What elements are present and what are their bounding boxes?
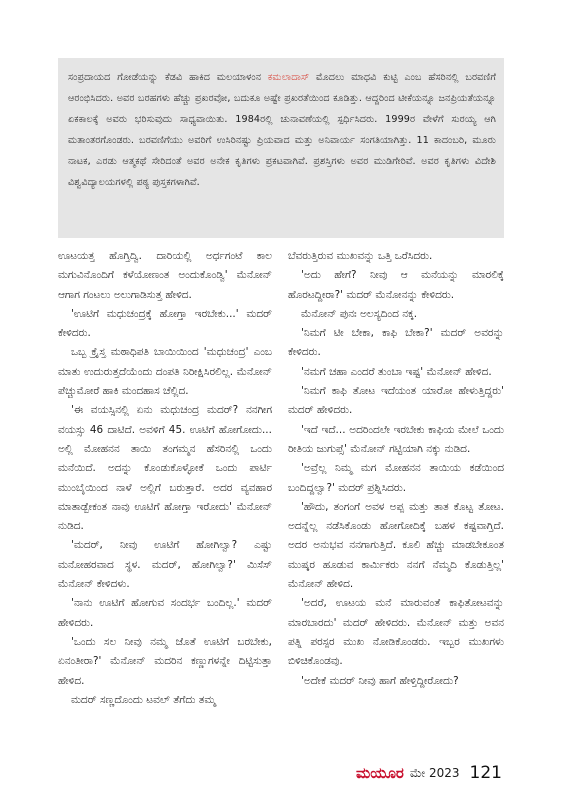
paragraph: 'ಹೌದು, ತಂಗಂಗೆ ಅವಳ ಅಪ್ಪ ಮತ್ತು ತಾತ ಕೊಟ್ಟ ತೋಟ. ಅದನ್ನೆಲ್ಲ ನಡೆಸಿಕೊಂಡು ಹೋಗೋದಿಕ್ಕೆ ಬಹಳ ಕಷ್ಟವಾಗ್ತಿದೆ. ಅದರ ಅನುಭವ ನನಗಾಗುತ್ತಿದೆ. ಕೂಲಿ ಹೆಚ್ಚು ಮಾಡಬೇಕೂಂತ ಮುಷ್ಕರ ಹೂಡುವ ಕಾರ್ಮಿಕರು ನನಗೆ ನೆಮ್ಮದಿ ಕೊಡುತ್ತಿಲ್ಲ' ಮೆನೋನ್ ಹೇಳಿದ. bbox=[288, 500, 504, 591]
paragraph: 'ಅದರೆ, ಊಟಯ ಮನೆ ಮಾರುವಂತೆ ಕಾಫಿತೋಟವನ್ನು ಮಾರಬಾರದು' ಮದರ್ ಹೇಳಿದರು. ಮೆನೋನ್ ಮತ್ತು ಅವನ ಪತ್ನಿ ಪರಸ್ಪರ ಮುಖ ನೋಡಿಕೊಂಡರು. ಇಬ್ಬರ ಮುಖಗಳು ಬಿಳಿಚಿಕೊಂಡವು. bbox=[288, 597, 504, 668]
paragraph: 'ಊಟಿಗೆ ಮಧುಚಂದ್ರಕ್ಕೆ ಹೋಗ್ತಾ ಇರಬೇಕು...' ಮದರ್ ಕೇಳಿದರು. bbox=[58, 307, 272, 340]
author-bio bbox=[68, 67, 496, 193]
paragraph: 'ನಾನು ಊಟಿಗೆ ಹೋಗುವ ಸಂದರ್ಭ ಬಂದಿಲ್ಲ.' ಮದರ್ ಹೇಳಿದರು. bbox=[58, 597, 272, 629]
paragraph: 'ನಿಮಗೆ ಟೀ ಬೇಕಾ, ಕಾಫಿ ಬೇಕಾ?' ಮದರ್ ಅವರನ್ನು ಕೇಳಿದರು. bbox=[288, 327, 504, 359]
paragraph: 'ನಮಗೆ ಚಹಾ ಎಂದರೆ ತುಂಬಾ ಇಷ್ಟ' ಮೆನೋನ್ ಹೇಳಿದ. bbox=[301, 365, 492, 378]
bio-text-start: ಸಂಪ್ರದಾಯದ ಗೋಡೆಯನ್ನು ಕೆಡವಿ ಹಾಕಿದ ಮಲಯಾಳಂನ bbox=[68, 72, 268, 83]
paragraph: 'ಅದು ಹೇಗೆ? ನೀವು ಆ ಮನೆಯನ್ನು ಮಾರಲಿಕ್ಕೆ ಹೊರಟದ್ದೀರಾ?' ಮದರ್ ಮೆನೋನನ್ನು ಕೇಳಿದರು. bbox=[288, 269, 504, 301]
paragraph: 'ಈ ವಯಸ್ಸಿನಲ್ಲಿ ಏನು ಮಧುಚಂದ್ರ ಮದರ್? ನನಗೀಗ ವಯಸ್ಸು 46 ದಾಟಿದೆ. ಅವಳಿಗೆ 45. ಊಟಿಗೆ ಹೋಗೋದು... ಅಲ್ಲಿ ಮೋಹನನ ತಾಯಿ ತಂಗಮ್ಮನ ಹೆಸರಿನಲ್ಲಿ ಒಂದು ಮನೆಯಿದೆ. ಅದನ್ನು ಕೊಂಡುಕೊಳ್ಳೋಕೆ ಒಂದು ಪಾರ್ಟಿ ಮುಂಬೈಯಿಂದ ನಾಳೆ ಅಲ್ಲಿಗೆ ಬರುತ್ತಾರೆ. ಅದರ ವ್ಯವಹಾರ ಮಾತಾಡ್ಬೇಕಂತ ನಾವು ಊಟಿಗೆ ಹೋಗ್ತಾ ಇರೋದು' ಮೆನೋನ್ ನುಡಿದ. bbox=[58, 404, 272, 533]
paragraph: ಊಟಯತ್ತ ಹೊಗ್ತಿದ್ವಿ. ದಾರಿಯಲ್ಲಿ ಅರ್ಧಗಂಟೆ ಕಾಲ ಮಗುವಿನೊಂದಿಗೆ ಕಳೆಯೋಣಂತ ಅಂದುಕೊಂಡ್ವಿ' ಮೆನೋನ್ ಆಗಾಗ ಗಂಟಲು ಅಲುಗಾಡಿಸುತ್ತ ಹೇಳಿದ. bbox=[58, 250, 272, 301]
story-column-right bbox=[288, 247, 504, 691]
page-number: 121 bbox=[469, 763, 502, 783]
issue-date: ಮೇ 2023 bbox=[409, 765, 460, 780]
magazine-logo: ಮಯೂರ bbox=[356, 764, 404, 782]
paragraph: 'ಮದರ್, ನೀವು ಊಟಿಗೆ ಹೋಗಿಲ್ವಾ? ಎಷ್ಟು ಮನೋಹರವಾದ ಸ್ಥಳ. ಮದರ್, ಹೋಗಿಲ್ವಾ?' ಮಿಸೆಸ್ ಮೆನೋನ್ ಕೇಳಿದಳು. bbox=[58, 539, 272, 591]
paragraph: 'ಇದೆ ಇದೆ... ಅದರಿಂದಲೇ ಇರಬೇಕು ಕಾಫಿಯ ಮೇಲೆ ಒಂದು ರೀತಿಯ ಜುಗುಪ್ಸೆ' ಮೆನೋನ್ ಗಟ್ಟಿಯಾಗಿ ನಕ್ಕು ನುಡಿದ. bbox=[288, 423, 504, 455]
story-column-left bbox=[58, 247, 272, 710]
paragraph: ಬೆವರುತ್ತಿರುವ ಮುಖವನ್ನು ಒತ್ತಿ ಒರೆಸಿದರು. bbox=[288, 250, 433, 262]
paragraph: 'ಅದೇಕೆ ಮದರ್ ನೀವು ಹಾಗೆ ಹೇಳ್ತಿದ್ದೀರೋದು? bbox=[301, 674, 459, 687]
paragraph: ಮದರ್ ಸಣ್ಣದೊಂದು ಟವಲ್ ತೆಗೆದು ತಮ್ಮ bbox=[71, 693, 216, 706]
author-name-highlight: ಕಮಲಾದಾಸ್ bbox=[267, 72, 310, 83]
paragraph: 'ಒಂದು ಸಲ ನೀವು ನಮ್ಮ ಜೊತೆ ಊಟಿಗೆ ಬರಬೇಕು, ಏನಂತೀರಾ?' ಮೆನೋನ್ ಮದರಿನ ಕಣ್ಣುಗಳನ್ನೇ ದಿಟ್ಟಿಸುತ್ತಾ ಹೇಳಿದ. bbox=[58, 635, 272, 687]
paragraph: 'ಅವ್ರೆಲ್ಲ ನಿಮ್ಮ ಮಗ ಮೋಹನನ ತಾಯಿಯ ಕಡೆಯಿಂದ ಬಂದಿದ್ದಲ್ವಾ?' ಮದರ್ ಪ್ರಶ್ನಿಸಿದರು. bbox=[288, 462, 504, 494]
page-footer bbox=[356, 760, 502, 786]
paragraph: 'ನಿಮಗೆ ಕಾಫಿ ತೋಟ ಇದೆಯಂತ ಯಾರೋ ಹೇಳುತ್ತಿದ್ದರು' ಮದರ್ ಹೇಳಿದರು. bbox=[288, 385, 504, 417]
bio-text-rest: ಮೊದಲು ಮಾಧವಿ ಕುಟ್ಟಿ ಎಂಬ ಹೆಸರಿನಲ್ಲಿ ಬರವಣಿಗೆ ಆರಂಭಿಸಿದರು. ಅವರ ಬರಹಗಳು ಹೆಚ್ಚು ಪ್ರಖರವೋ, ಬದುಕೂ ಅಷ್ಟೇ ಪ್ರಖರತೆಯಿಂದ ಕೂಡಿತ್ತು. ಆದ್ದರಿಂದ ಟೀಕೆಯನ್ನೂ ಜನಪ್ರಿಯತೆಯನ್ನೂ ಏಕಕಾಲಕ್ಕೆ ಅವರು ಭರಿಸುವುದು ಸಾಧ್ಯವಾಯಿತು. 1984ರಲ್ಲಿ ಚುನಾವಣೆಯಲ್ಲಿ ಸ್ಪರ್ಧಿಸಿದರು. 1999ರ ವೇಳೆಗೆ ಸುರಯ್ಯ ಆಗಿ ಮತಾಂತರಗೊಂಡರು. ಬರವಣಿಗೆಯು ಅವರಿಗೆ ಉಸಿರಿನಷ್ಟು ಪ್ರಿಯವಾದ ಮತ್ತು ಅನಿವಾರ್ಯ ಸಂಗತಿಯಾಗಿತ್ತು. 11 ಕಾದಂಬರಿ, ಮೂರು ನಾಟಕ, ಎರಡು ಆತ್ಮಕಥೆ ಸೇರಿದಂತೆ ಅವರ ಅನೇಕ ಕೃತಿಗಳು ಪ್ರಕಟವಾಗಿವೆ. ಪ್ರಶಸ್ತಿಗಳು ಅವರ ಮುಡಿಗೇರಿವೆ. ಅವರ ಕೃತಿಗಳು ವಿದೇಶಿ ವಿಶ್ವವಿದ್ಯಾಲಯಗಳಲ್ಲಿ ಪಠ್ಯ ಪುಸ್ತಕಗಳಾಗಿವೆ. bbox=[68, 72, 496, 188]
paragraph: ಮೆನೋನ್ ಪುನಃ ಅಲಸ್ಯದಿಂದ ನಕ್ಕ. bbox=[301, 307, 418, 320]
paragraph: ಒಬ್ಬ ಕ್ರೈಸ್ತ ಮಠಾಧಿಪತಿ ಬಾಯಿಯಿಂದ 'ಮಧುಚಂದ್ರ' ಎಂಬ ಮಾತು ಉದುರುತ್ತದೆಯೆಂದು ದಂಪತಿ ನಿರೀಕ್ಷಿಸಿರಲಿಲ್ಲ. ಮೆನೋನ್ ಪೆಚ್ಚುಮೋರೆ ಹಾಕಿ ಮಂದಹಾಸ ಚೆಲ್ಲಿದ. bbox=[58, 346, 272, 398]
